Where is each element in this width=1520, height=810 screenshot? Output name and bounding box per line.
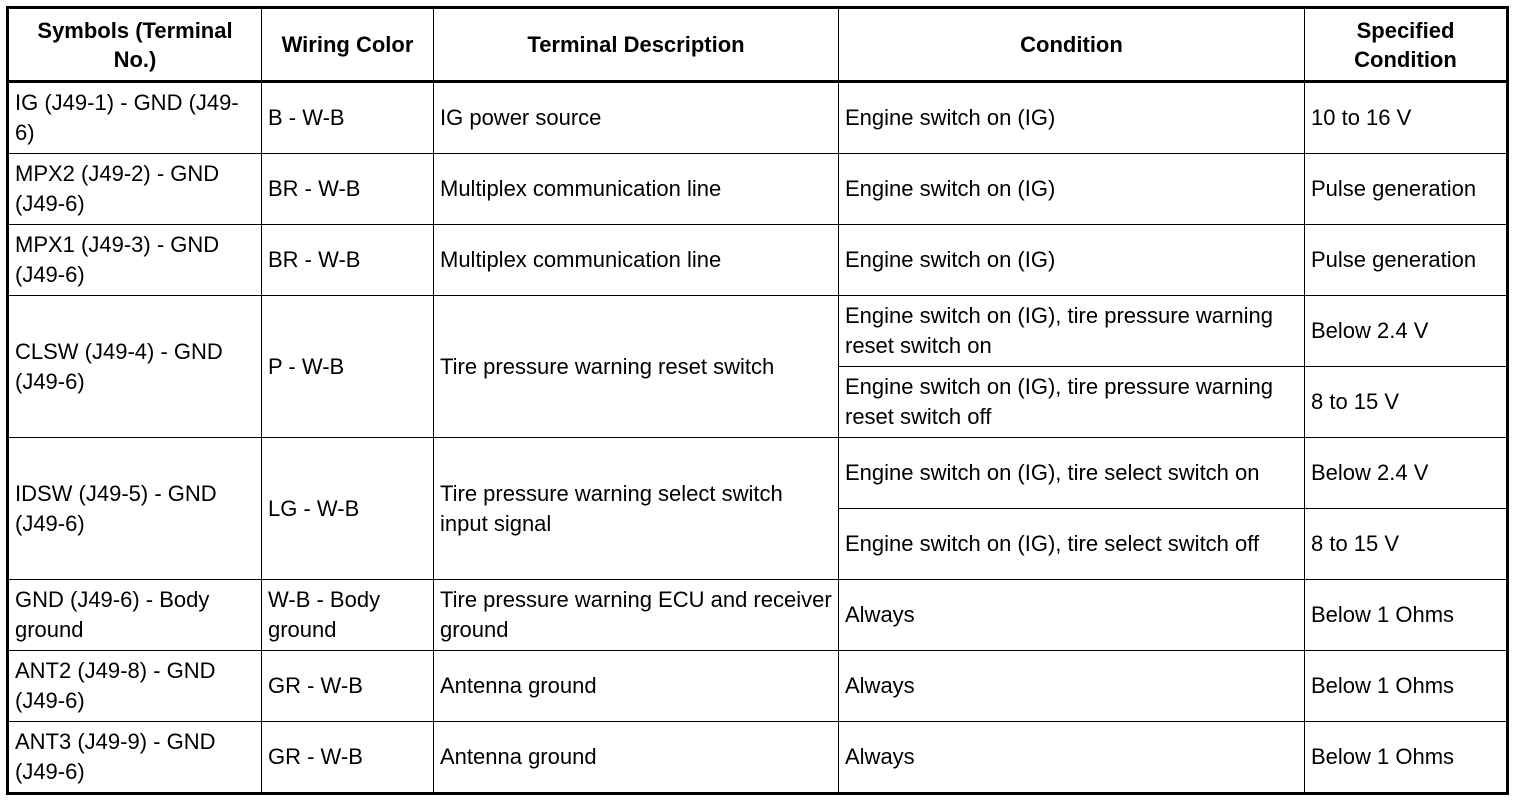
- table-row: [8, 82, 1508, 154]
- cell-description: Tire pressure warning select switch input signal: [434, 438, 839, 580]
- cell-wiring-color: B - W-B: [262, 82, 434, 154]
- cell-condition: Engine switch on (IG), tire select switch off: [839, 509, 1305, 580]
- table-row: [8, 154, 1508, 225]
- cell-specified: Below 1 Ohms: [1305, 722, 1508, 794]
- cell-specified: 8 to 15 V: [1305, 367, 1508, 438]
- cell-wiring-color: LG - W-B: [262, 438, 434, 580]
- cell-description: IG power source: [434, 82, 839, 154]
- header-condition: Condition: [839, 8, 1305, 82]
- terminal-spec-table: [6, 6, 1509, 795]
- cell-description: Multiplex communication line: [434, 154, 839, 225]
- cell-condition: Engine switch on (IG), tire pressure warning reset switch on: [839, 296, 1305, 367]
- cell-specified: Below 1 Ohms: [1305, 651, 1508, 722]
- table-row: [8, 651, 1508, 722]
- table-row: [8, 722, 1508, 794]
- cell-specified: 8 to 15 V: [1305, 509, 1508, 580]
- cell-wiring-color: P - W-B: [262, 296, 434, 438]
- cell-description: Multiplex communication line: [434, 225, 839, 296]
- cell-symbol: CLSW (J49-4) - GND (J49-6): [8, 296, 262, 438]
- cell-wiring-color: W-B - Body ground: [262, 580, 434, 651]
- cell-condition: Engine switch on (IG): [839, 82, 1305, 154]
- cell-wiring-color: GR - W-B: [262, 722, 434, 794]
- cell-specified: Pulse generation: [1305, 154, 1508, 225]
- cell-description: Antenna ground: [434, 722, 839, 794]
- table-row: [8, 438, 1508, 509]
- table-row: [8, 580, 1508, 651]
- cell-description: Antenna ground: [434, 651, 839, 722]
- header-terminal-description: Terminal Description: [434, 8, 839, 82]
- cell-condition: Engine switch on (IG): [839, 225, 1305, 296]
- cell-condition: Engine switch on (IG): [839, 154, 1305, 225]
- cell-symbol: IG (J49-1) - GND (J49-6): [8, 82, 262, 154]
- header-specified-condition: Specified Condition: [1305, 8, 1508, 82]
- cell-symbol: ANT2 (J49-8) - GND (J49-6): [8, 651, 262, 722]
- cell-symbol: ANT3 (J49-9) - GND (J49-6): [8, 722, 262, 794]
- header-symbols: Symbols (Terminal No.): [8, 8, 262, 82]
- cell-wiring-color: GR - W-B: [262, 651, 434, 722]
- table-row: [8, 225, 1508, 296]
- cell-wiring-color: BR - W-B: [262, 154, 434, 225]
- cell-specified: Below 1 Ohms: [1305, 580, 1508, 651]
- table-row: [8, 296, 1508, 367]
- cell-specified: 10 to 16 V: [1305, 82, 1508, 154]
- cell-condition: Engine switch on (IG), tire pressure warning reset switch off: [839, 367, 1305, 438]
- cell-specified: Below 2.4 V: [1305, 438, 1508, 509]
- header-wiring-color: Wiring Color: [262, 8, 434, 82]
- cell-description: Tire pressure warning reset switch: [434, 296, 839, 438]
- cell-symbol: GND (J49-6) - Body ground: [8, 580, 262, 651]
- cell-wiring-color: BR - W-B: [262, 225, 434, 296]
- cell-symbol: IDSW (J49-5) - GND (J49-6): [8, 438, 262, 580]
- cell-specified: Pulse generation: [1305, 225, 1508, 296]
- cell-specified: Below 2.4 V: [1305, 296, 1508, 367]
- cell-condition: Always: [839, 722, 1305, 794]
- cell-condition: Always: [839, 651, 1305, 722]
- cell-condition: Engine switch on (IG), tire select switch on: [839, 438, 1305, 509]
- cell-description: Tire pressure warning ECU and receiver ground: [434, 580, 839, 651]
- cell-symbol: MPX2 (J49-2) - GND (J49-6): [8, 154, 262, 225]
- table-header-row: [8, 8, 1508, 82]
- cell-condition: Always: [839, 580, 1305, 651]
- cell-symbol: MPX1 (J49-3) - GND (J49-6): [8, 225, 262, 296]
